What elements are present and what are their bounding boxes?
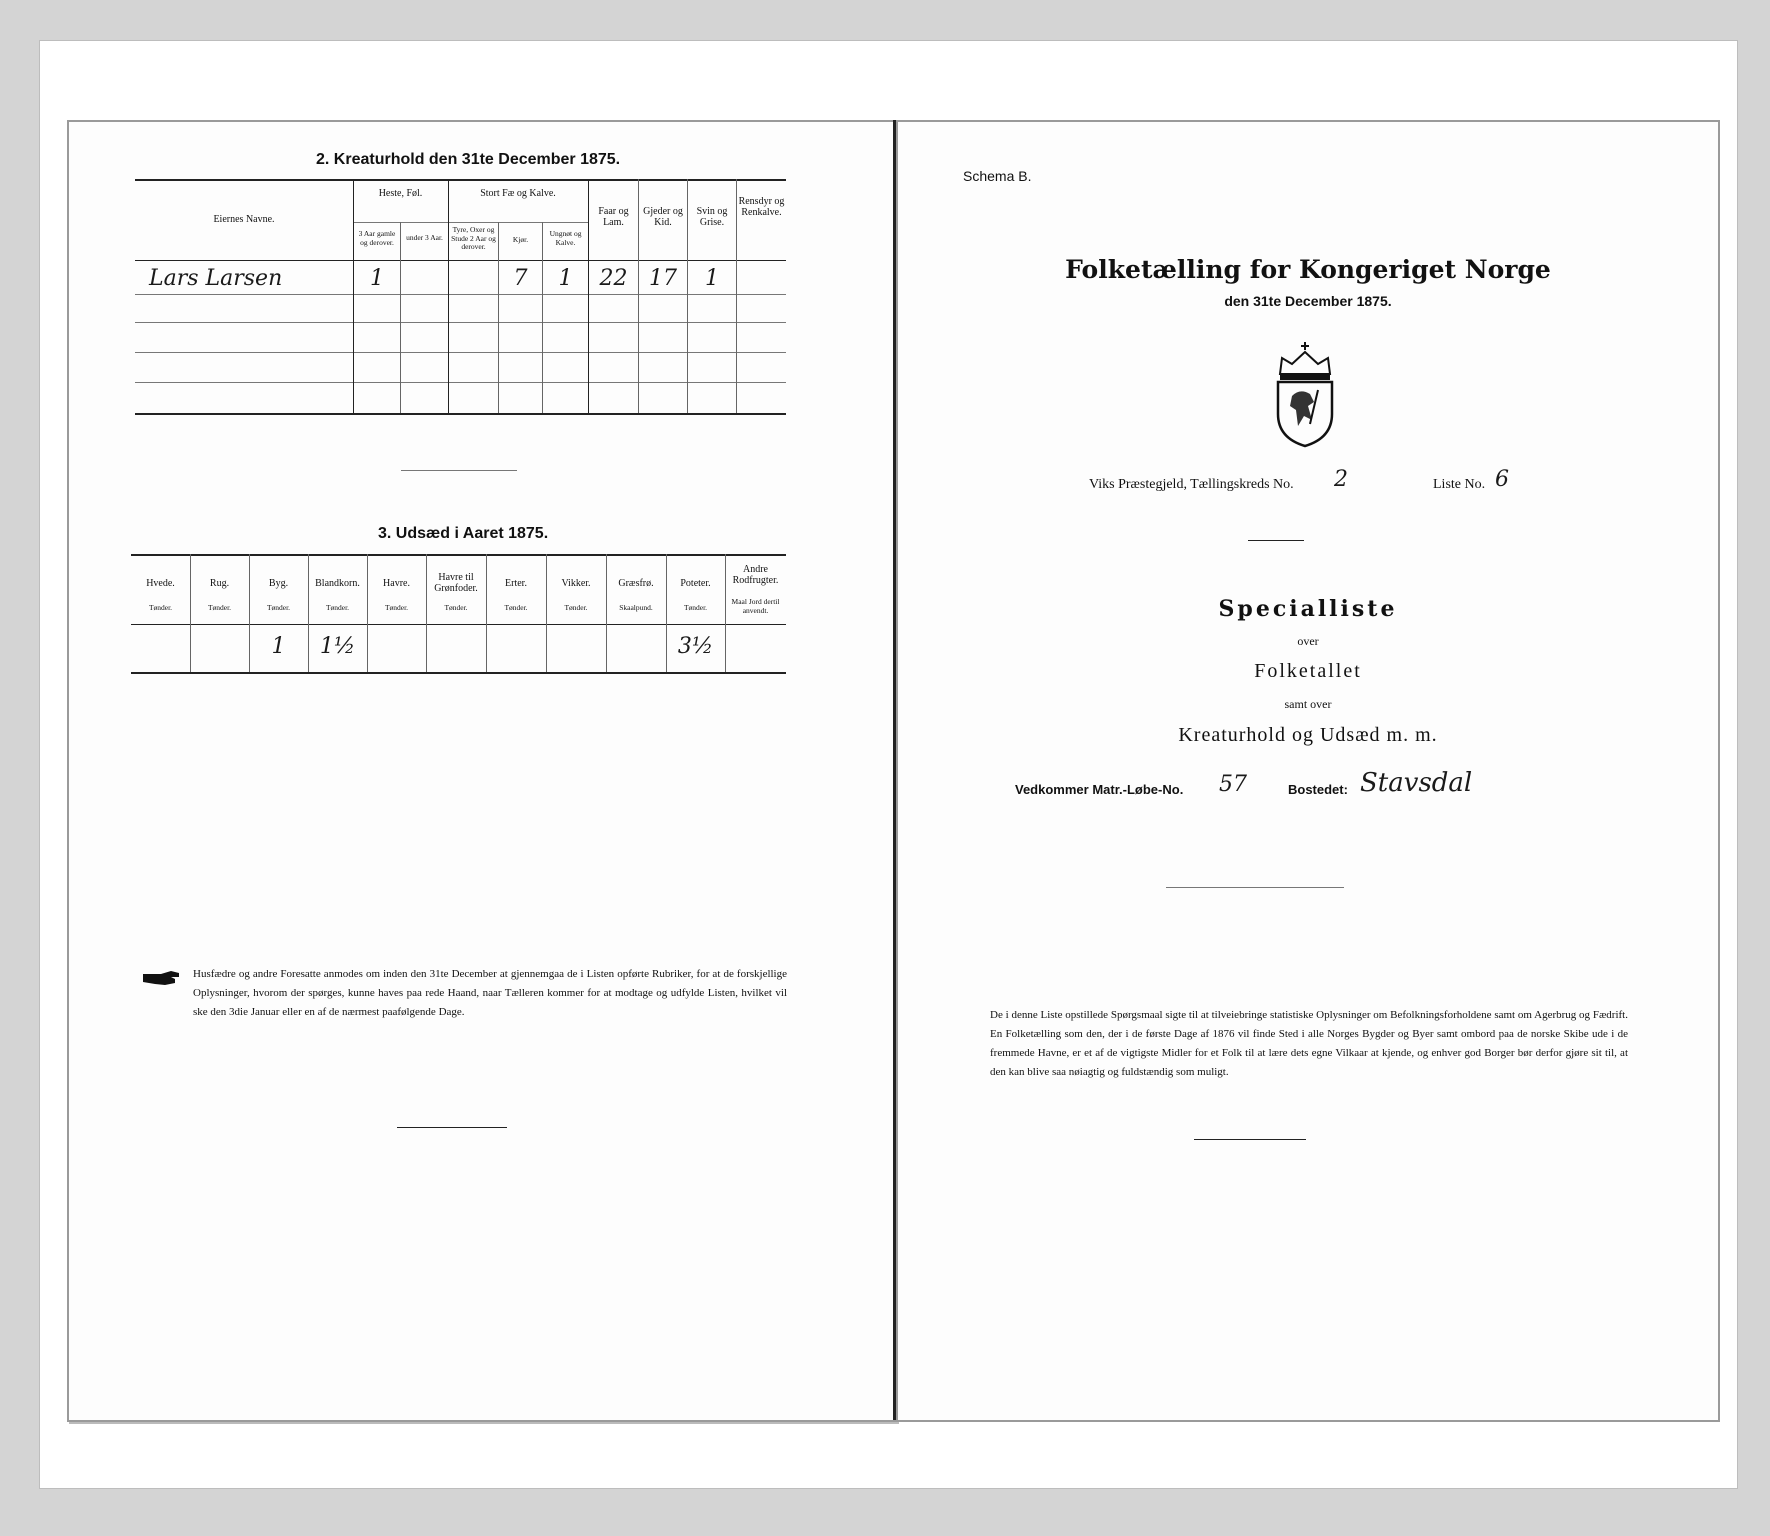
table-rule [135,382,786,383]
bosted-value: Stavsdal [1360,768,1473,798]
separator [1248,540,1304,541]
sub-cows: Kjør. [512,235,529,244]
bosted-label: Bostedet: [1288,782,1348,797]
value-goats: 17 [649,266,677,291]
scan-background [39,40,1738,1489]
table-col-line [606,554,607,672]
seed-col-unit: Skaalpund. [619,603,653,612]
seed-col-unit: Tønder. [266,603,291,612]
seed-col-unit: Tønder. [504,603,528,612]
value-horses-old: 1 [370,266,384,291]
seed-value-poteter: 3½ [677,634,714,659]
separator [397,1127,507,1128]
separator [1166,887,1344,888]
seed-col-unit: Maal Jord dertil anvendt. [731,597,780,615]
seed-col-unit: Tønder. [207,603,232,612]
value-sheep: 22 [599,266,628,291]
sub-horses-old: 3 Aar gamle og derover. [358,229,396,247]
table-rule [131,624,786,625]
footer-text: De i denne Liste opstillede Spørgsmaal sigte til at tilveiebringe statistiske Oplysninger om Befolkningsforholdene samt om Agerbrug og Fædrift. En Folketælling som den, der i de første Dage af 1876 vil finde Sted i alle Norges Bygder og Byer samt ombord paa de norske Skibe ude i de fremmede Havne, er et af de vigtigste Midler for et Folk til at lære dets egne Vilkaar at kjende, og enhver god Borger bør derfor gjøre sit til, at den kan blive saa nøiagtig og fuldstændig som muligt. [990,1009,1628,1078]
seed-col-header: Blandkorn. [315,578,360,589]
seed-col-unit: Tønder. [384,603,409,612]
over-label: over [1297,634,1319,648]
seed-col-header: Erter. [505,578,527,589]
col-pigs-header: Svin og Grise. [696,206,728,228]
seed-col-unit: Tønder. [444,603,468,612]
seed-title: 3. Udsæd i Aaret 1875. [378,525,549,542]
table-col-line [486,554,487,672]
seed-col-unit: Tønder. [683,603,708,612]
col-horses-header: Heste, Føl. [378,188,423,199]
col-reindeer-header: Rensdyr og Renkalve. [738,196,785,218]
seed-col-unit: Tønder. [148,603,173,612]
seed-value-blandkorn: 1½ [319,634,356,659]
table-col-line [367,554,368,672]
parish-label: Viks Præstegjeld, Tællingskreds No. [1089,477,1294,492]
col-sheep-header: Faar og Lam. [598,206,629,228]
district-no: 2 [1334,467,1348,492]
seed-col-header: Andre Rodfrugter. [732,564,779,586]
livestock-title: 2. Kreaturhold den 31te December 1875. [316,151,621,168]
value-pigs: 1 [705,266,719,291]
seed-col-header: Vikker. [561,578,591,589]
folketallet-title: Folketallet [1254,660,1362,682]
col-goats-header: Gjeder og Kid. [643,206,683,228]
table-rule [135,322,786,323]
table-rule [353,222,588,223]
value-calves: 1 [558,266,573,291]
seed-col-unit: Tønder. [564,603,588,612]
owner-name: Lars Larsen [149,266,283,291]
sub-calves: Ungnøt og Kalve. [549,229,582,247]
matr-no: 57 [1219,772,1247,797]
pointing-hand-icon [141,968,181,988]
table-col-line [448,179,449,413]
separator [401,470,517,471]
table-col-line [190,554,191,672]
table-rule [131,554,786,556]
table-rule [135,413,786,415]
separator [1194,1139,1306,1140]
seed-col-unit: Tønder. [325,603,350,612]
specialliste-title: Specialliste [1218,596,1398,622]
table-rule [131,672,786,674]
table-col-line [542,222,543,413]
seed-col-header: Græsfrø. [618,578,654,589]
notice-text: Husfædre og andre Foresatte anmodes om inden den 31te December at gjennemgaa de i Listen opførte Rubriker, for at de forskjellige Oplysninger, hvorom der spørges, kunne haves paa rede Haand, naar Tælleren kommer for at modtage og udfylde Listen, hvilket vil ske den 3die Januar eller en af de nærmest paafølgende Dage. [193,968,787,1018]
seed-col-header: Havre. [383,578,410,589]
kreaturhold-title: Kreaturhold og Udsæd m. m. [1178,724,1438,746]
schema-label: Schema B. [963,168,1032,184]
table-rule [135,260,786,261]
seed-col-header: Poteter. [680,578,711,589]
seed-col-header: Rug. [209,578,230,589]
samt-over-label: samt over [1284,697,1332,711]
seed-col-header: Havre til Grønfoder. [434,572,478,594]
col-owner-header: Eiernes Navne. [213,214,275,225]
sub-bulls: Tyre, Oxer og Stude 2 Aar og derover. [451,225,496,251]
value-cows: 7 [513,266,528,291]
table-rule [135,179,786,181]
table-col-line [400,222,401,413]
list-label: Liste No. [1433,477,1486,492]
table-rule [135,352,786,353]
seed-value-byg: 1 [271,634,286,659]
sub-horses-young: under 3 Aar. [406,233,443,242]
matr-label: Vedkommer Matr.-Løbe-No. [1015,782,1184,797]
list-no: 6 [1495,467,1509,492]
seed-col-header: Byg. [268,578,289,589]
seed-col-header: Hvede. [146,578,175,589]
table-rule [135,294,786,295]
main-title: Folketælling for Kongeriget Norge [1065,255,1551,284]
table-col-line [546,554,547,672]
table-col-line [353,179,354,413]
col-cattle-header: Stort Fæ og Kalve. [480,188,556,199]
left-page [67,120,897,1422]
coat-of-arms-icon [1266,340,1344,448]
main-date: den 31te December 1875. [1224,293,1392,309]
table-col-line [498,222,499,413]
right-page [896,120,1720,1422]
